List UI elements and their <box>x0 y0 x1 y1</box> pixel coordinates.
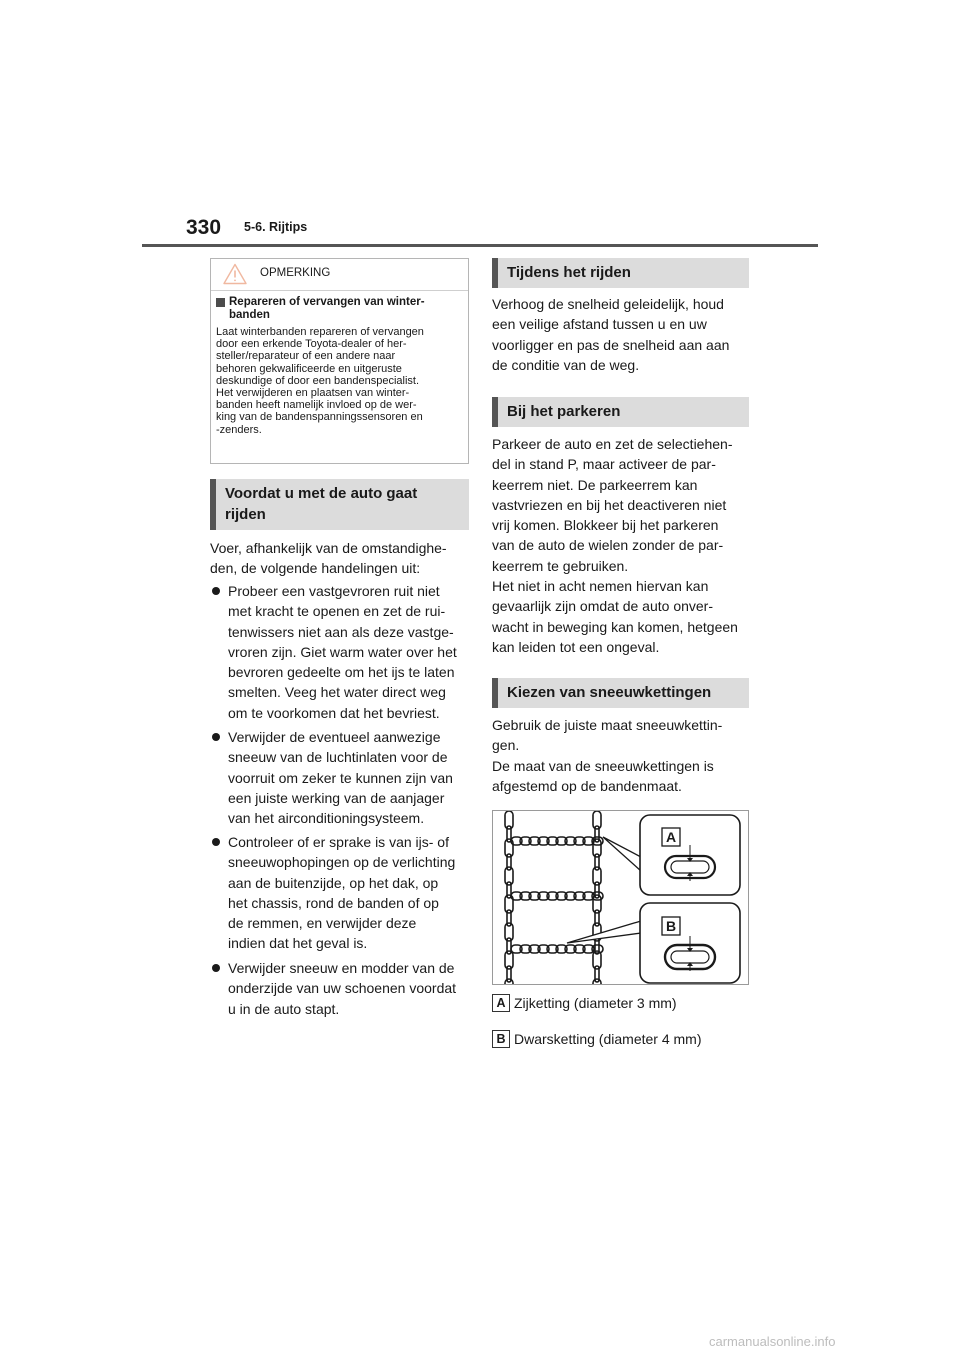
notice-header <box>211 259 468 291</box>
text-line: een veilige afstand tussen u en uw <box>492 316 707 333</box>
text-line: voorligger en pas de snelheid aan aan <box>492 336 730 353</box>
notice-body-line: Laat winterbanden repareren of vervangen <box>216 326 424 338</box>
page-number: 330 <box>186 216 222 239</box>
text-line: van het airconditioningsysteem. <box>228 810 425 827</box>
intro-paragraph <box>210 538 470 579</box>
text-line: vrij komen. Blokkeer bij het parkeren <box>492 517 719 534</box>
callout-label-a: A <box>665 829 677 845</box>
notice-body-line: deskundige of door een bandenspecialist. <box>216 374 420 387</box>
heading-while-driving <box>492 258 749 288</box>
legend-item-b <box>492 1030 732 1050</box>
bullet-item <box>228 581 468 723</box>
callout-label-b: B <box>665 918 677 934</box>
notice-box <box>210 258 469 464</box>
bullet-item <box>228 958 468 1019</box>
notice-body-line: steller/reparateur of een andere naar <box>216 350 396 363</box>
text-line: Parkeer de auto en zet de selectiehen- <box>492 436 733 452</box>
text-line: Gebruik de juiste maat sneeuwkettin- <box>492 717 723 733</box>
text-line: wacht in beweging kan komen, hetgeen <box>492 618 738 635</box>
text-line: sneeuwophopingen op de verlichting <box>228 854 456 871</box>
text-line: u in de auto stapt. <box>228 1000 340 1017</box>
watermark: carmanualsonline.info <box>709 1334 836 1349</box>
text-line: keerrem niet. De parkeerrem kan <box>492 476 698 493</box>
text-line: Controleer of er sprake is van ijs- of <box>228 834 449 850</box>
notice-body-line: banden heeft namelijk invloed op de wer- <box>216 399 417 412</box>
notice-title: OPMERKING <box>260 267 331 279</box>
text-line: vroren zijn. Giet warm water over het <box>228 643 457 660</box>
notice-body-line: king van de bandenspanningssensoren en <box>216 411 423 424</box>
text-line: om te voorkomen dat het bevriest. <box>228 704 440 721</box>
heading-line: rijden <box>225 506 266 523</box>
heading-line: Tijdens het rijden <box>507 264 631 281</box>
text-line: keerrem te gebruiken. <box>492 557 629 574</box>
text-line: Verhoog de snelheid geleidelijk, houd <box>492 296 724 312</box>
heading-line: Bij het parkeren <box>507 403 621 420</box>
text-line: een juiste werking van de aanjager <box>228 789 445 806</box>
text-line: del in stand P, maar activeer de par- <box>492 456 716 473</box>
text-line: de remmen, en verwijder deze <box>228 915 417 932</box>
heading-before-driving <box>210 479 469 530</box>
text-line: bevroren gedeelte om het ijs te laten <box>228 664 455 681</box>
text-line: van de auto de wielen zonder de par- <box>492 537 724 554</box>
text-line: de conditie van de weg. <box>492 356 640 373</box>
driving-paragraph <box>492 294 752 375</box>
warning-triangle-icon <box>223 263 247 285</box>
text-line: voorruit om zeker te kunnen zijn van <box>228 769 453 786</box>
legend-text: Zijketting (diameter 3 mm) <box>514 995 677 1011</box>
text-line: De maat van de sneeuwkettingen is <box>492 757 714 774</box>
legend-badge: B <box>492 1030 510 1048</box>
text-line: afgestemd op de bandenmaat. <box>492 777 682 794</box>
notice-subtitle-line: banden <box>229 308 270 321</box>
chains-paragraph <box>492 715 754 796</box>
bullet-dot-icon <box>212 964 220 972</box>
bullet-dot-icon <box>212 733 220 741</box>
notice-body-line: door een erkende Toyota-dealer of her- <box>216 338 407 351</box>
parking-paragraph <box>492 434 754 657</box>
bullet-item <box>228 727 468 828</box>
heading-line: Voordat u met de auto gaat <box>225 485 418 502</box>
text-line: het chassis, rond de banden of op <box>228 894 439 911</box>
bullet-item <box>228 832 468 954</box>
text-line: kan leiden tot een ongeval. <box>492 638 660 655</box>
text-line: aan de buitenzijde, op het dak, op <box>228 874 439 891</box>
text-line: gen. <box>492 737 520 754</box>
heading-line: Kiezen van sneeuwkettingen <box>507 684 712 701</box>
bullet-dot-icon <box>212 587 220 595</box>
notice-body <box>216 326 466 436</box>
notice-subtitle <box>216 296 464 321</box>
notice-subtitle-line: Repareren of vervangen van winter- <box>229 296 425 308</box>
snow-chain-drawing <box>493 811 749 985</box>
header-divider <box>142 244 818 247</box>
bullet-dot-icon <box>212 838 220 846</box>
text-line: Voer, afhankelijk van de omstandighe- <box>210 540 447 556</box>
text-line: vastvriezen en bij het deactiveren niet <box>492 496 727 513</box>
text-line: indien dat het geval is. <box>228 935 368 952</box>
text-line: gevaarlijk zijn omdat de auto onver- <box>492 598 714 615</box>
text-line: Probeer een vastgevroren ruit niet <box>228 583 440 599</box>
section-title: 5-6. Rijtips <box>244 220 308 234</box>
text-line: Het niet in acht nemen hiervan kan <box>492 578 709 595</box>
notice-body-line: Het verwijderen en plaatsen van winter- <box>216 387 410 400</box>
text-line: Verwijder de eventueel aanwezige <box>228 729 441 745</box>
text-line: onderzijde van uw schoenen voordat <box>228 980 457 997</box>
legend-badge: A <box>492 994 510 1012</box>
legend-item-a <box>492 994 732 1014</box>
text-line: tenwissers niet aan als deze vastge- <box>228 623 454 640</box>
text-line: smelten. Veeg het water direct weg <box>228 684 446 701</box>
snow-chain-illustration <box>492 810 749 985</box>
text-line: den, de volgende handelingen uit: <box>210 560 421 577</box>
text-line: Verwijder sneeuw en modder van de <box>228 960 455 976</box>
notice-body-line: behoren gekwalificeerde en uitgeruste <box>216 362 402 375</box>
square-bullet-icon <box>216 298 225 307</box>
legend-text: Dwarsketting (diameter 4 mm) <box>514 1031 702 1047</box>
heading-snow-chains <box>492 678 749 708</box>
notice-divider <box>211 290 468 291</box>
heading-parking <box>492 397 749 427</box>
notice-body-line: -zenders. <box>216 423 262 436</box>
text-line: met kracht te openen en zet de rui- <box>228 603 446 620</box>
text-line: sneeuw van de luchtinlaten voor de <box>228 749 448 766</box>
